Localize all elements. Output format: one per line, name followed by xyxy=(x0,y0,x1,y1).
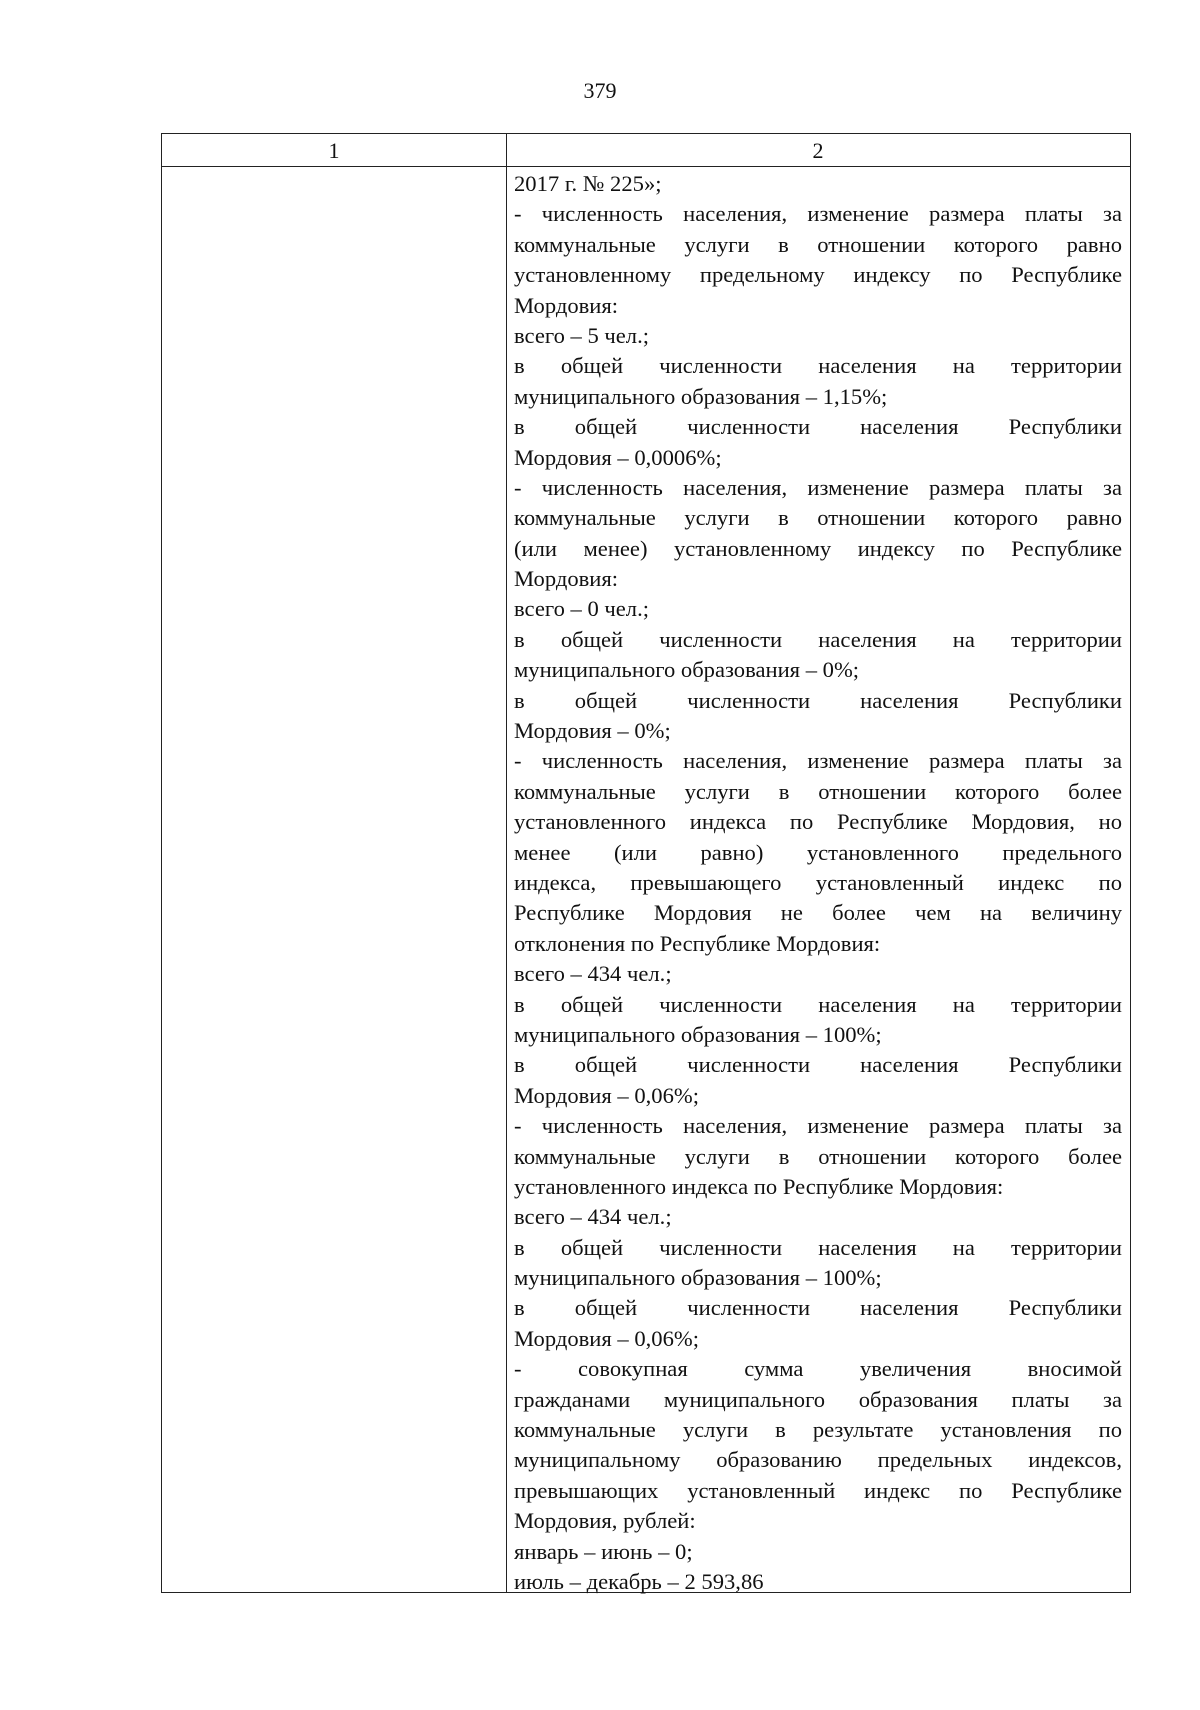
text-line: Мордовия: xyxy=(514,566,619,592)
text-line: муниципального образования – 100%; xyxy=(514,1265,882,1291)
text-line: муниципальному образованию предельных индексов, xyxy=(514,1447,1122,1473)
text-line: январь – июнь – 0; xyxy=(514,1538,693,1564)
text-line: в общей численности населения Республики xyxy=(514,687,1122,713)
text-line: индекса, превышающего установленный индекс по xyxy=(514,869,1122,895)
text-line: всего – 5 чел.; xyxy=(514,322,649,348)
text-line: коммунальные услуги в отношении которого более xyxy=(514,1143,1122,1169)
text-line: в общей численности населения Республики xyxy=(514,1052,1122,1078)
column-divider xyxy=(506,134,507,1592)
text-line: муниципального образования – 100%; xyxy=(514,1021,882,1047)
text-line: муниципального образования – 1,15%; xyxy=(514,383,888,409)
text-line: (или менее) установленному индексу по Республике xyxy=(514,535,1122,561)
text-line: 2017 г. № 225»; xyxy=(514,171,662,196)
text-line: в общей численности населения Республики xyxy=(514,1295,1122,1321)
text-line: коммунальные услуги в отношении которого равно xyxy=(514,505,1122,531)
page-number: 379 xyxy=(583,78,617,103)
text-line: в общей численности населения Республики xyxy=(514,414,1122,440)
text-line: всего – 434 чел.; xyxy=(514,961,672,987)
text-line: - совокупная сумма увеличения вносимой xyxy=(514,1356,1122,1382)
text-line: в общей численности населения на территории xyxy=(514,991,1122,1017)
text-line: отклонения по Республике Мордовия: xyxy=(514,930,881,956)
text-line: июль – декабрь – 2 593,86 xyxy=(514,1568,764,1594)
document-table xyxy=(161,133,1131,1593)
text-line: Мордовия – 0%; xyxy=(514,718,671,744)
table-header-row xyxy=(162,134,1130,167)
text-line: - численность населения, изменение размера платы за xyxy=(514,748,1122,774)
text-line: всего – 0 чел.; xyxy=(514,596,649,622)
text-line: Мордовия, рублей: xyxy=(514,1508,696,1534)
text-line: менее (или равно) установленного предельного xyxy=(514,839,1122,865)
text-line: - численность населения, изменение размера платы за xyxy=(514,201,1122,227)
text-line: в общей численности населения на территории xyxy=(514,353,1122,379)
text-line: в общей численности населения на территории xyxy=(514,626,1122,652)
text-line: муниципального образования – 0%; xyxy=(514,657,860,683)
column-2-cell-text xyxy=(514,169,1122,1597)
text-line: - численность населения, изменение размера платы за xyxy=(514,1113,1122,1139)
text-line: - численность населения, изменение размера платы за xyxy=(514,474,1122,500)
text-line: Мордовия: xyxy=(514,292,619,318)
text-line: Мордовия – 0,0006%; xyxy=(514,444,722,470)
text-line: коммунальные услуги в результате установления по xyxy=(514,1417,1122,1443)
text-line: Мордовия – 0,06%; xyxy=(514,1082,699,1108)
column-1-header: 1 xyxy=(328,138,340,163)
text-line: всего – 434 чел.; xyxy=(514,1204,672,1230)
text-line: Мордовия – 0,06%; xyxy=(514,1325,699,1351)
text-line: коммунальные услуги в отношении которого равно xyxy=(514,231,1122,257)
text-line: Республике Мордовия не более чем на величину xyxy=(514,900,1122,926)
text-line: в общей численности населения на территории xyxy=(514,1234,1122,1260)
text-line: коммунальные услуги в отношении которого более xyxy=(514,778,1122,804)
column-2-header: 2 xyxy=(812,138,824,163)
text-line: установленного индекса по Республике Мордовия: xyxy=(514,1173,1004,1199)
text-line: гражданами муниципального образования платы за xyxy=(514,1386,1122,1412)
text-line: установленному предельному индексу по Республике xyxy=(514,262,1122,288)
text-line: превышающих установленный индекс по Республике xyxy=(514,1477,1122,1503)
text-line: установленного индекса по Республике Мордовия, но xyxy=(514,809,1122,835)
